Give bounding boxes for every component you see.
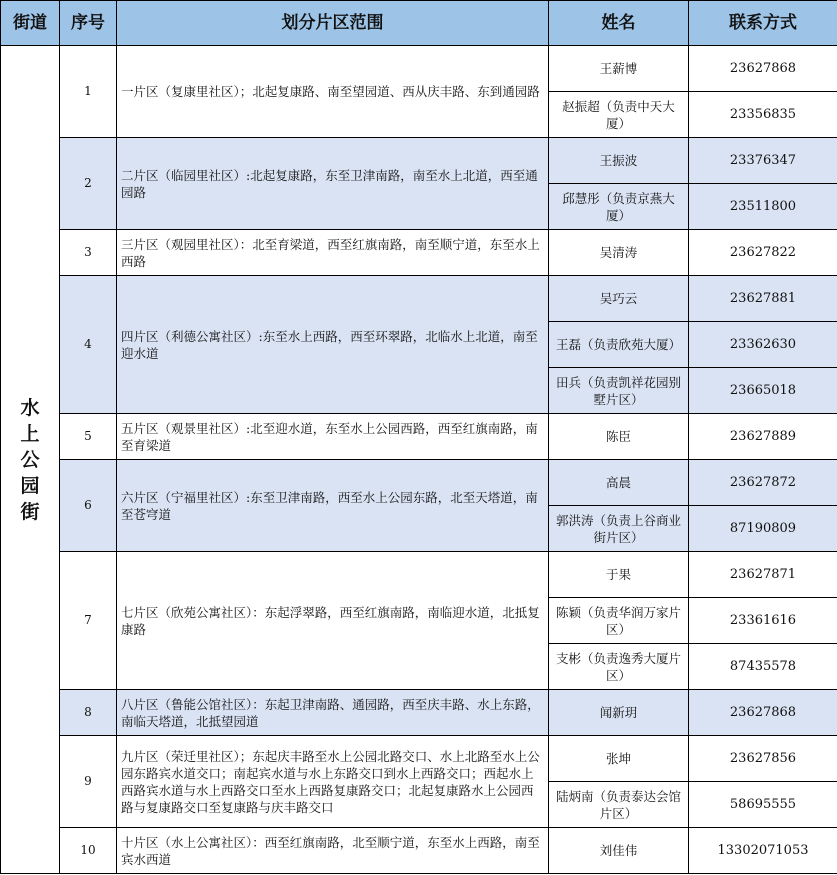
table-row <box>1 460 837 506</box>
district-number: 8 <box>60 690 117 736</box>
district-number: 4 <box>60 276 117 414</box>
contact-name: 王磊（负责欣苑大厦） <box>549 322 689 368</box>
contact-name: 郭洪涛（负责上谷商业街片区） <box>549 506 689 552</box>
district-number: 6 <box>60 460 117 552</box>
header-name: 姓名 <box>549 1 689 46</box>
contact-phone: 23511800 <box>689 184 837 230</box>
contact-phone: 23627881 <box>689 276 837 322</box>
contact-name: 陈臣 <box>549 414 689 460</box>
contact-phone: 23627822 <box>689 230 837 276</box>
street-name: 水上公园街 <box>20 396 40 523</box>
district-number: 2 <box>60 138 117 230</box>
table-row <box>1 736 837 782</box>
district-range: 二片区（临园里社区）:北起复康路，东至卫津南路，南至水上北道，西至通园路 <box>117 138 549 230</box>
contact-phone: 23627872 <box>689 460 837 506</box>
contact-phone: 23627889 <box>689 414 837 460</box>
table-row <box>1 690 837 736</box>
district-range: 七片区（欣苑公寓社区）：东起浮翠路，西至红旗南路，南临迎水道，北抵复康路 <box>117 552 549 690</box>
district-range: 六片区（宁福里社区）:东至卫津南路，西至水上公园东路，北至天塔道，南至苍穹道 <box>117 460 549 552</box>
header-contact: 联系方式 <box>689 1 837 46</box>
header-number: 序号 <box>60 1 117 46</box>
contact-phone: 87435578 <box>689 644 837 690</box>
contact-phone: 23362630 <box>689 322 837 368</box>
table-row <box>1 828 837 874</box>
district-range: 一片区（复康里社区）；北起复康路、南至望园道、西从庆丰路、东到通园路 <box>117 46 549 138</box>
contact-phone: 23627856 <box>689 736 837 782</box>
district-range: 八片区（鲁能公馆社区）：东起卫津南路、通园路，西至庆丰路、水上东路，南临天塔道，北抵望园道 <box>117 690 549 736</box>
district-number: 5 <box>60 414 117 460</box>
table-row <box>1 276 837 322</box>
header-street: 街道 <box>1 1 60 46</box>
contact-phone: 23627871 <box>689 552 837 598</box>
contact-phone: 23627868 <box>689 690 837 736</box>
district-range: 五片区（观景里社区）:北至迎水道，东至水上公园西路，西至红旗南路，南至育梁道 <box>117 414 549 460</box>
header-range: 划分片区范围 <box>117 1 549 46</box>
contact-name: 于果 <box>549 552 689 598</box>
table-row <box>1 230 837 276</box>
district-number: 10 <box>60 828 117 874</box>
contact-phone: 23376347 <box>689 138 837 184</box>
contact-name: 高晨 <box>549 460 689 506</box>
table-row <box>1 138 837 184</box>
district-range: 九片区（荣迁里社区）；东起庆丰路至水上公园北路交口、水上北路至水上公园东路宾水道交口；南起宾水道与水上东路交口到水上西路交口；西起水上西路宾水道与水上西路交口至水上西路复康路交口；北起复康路水上公园西路与复康路交口至复康路与庆丰路交口 <box>117 736 549 828</box>
contact-name: 闻新玥 <box>549 690 689 736</box>
district-range: 三片区（观园里社区）：北至育梁道，西至红旗南路，南至顺宁道，东至水上西路 <box>117 230 549 276</box>
contact-name: 张坤 <box>549 736 689 782</box>
contact-name: 陈颖（负责华润万家片区） <box>549 598 689 644</box>
table-body <box>1 46 837 874</box>
contact-name: 吴清涛 <box>549 230 689 276</box>
table-row <box>1 552 837 598</box>
table-header <box>1 1 837 46</box>
contact-name: 刘佳伟 <box>549 828 689 874</box>
contact-phone: 23665018 <box>689 368 837 414</box>
district-range: 十片区（水上公寓社区）：西至红旗南路，北至顺宁道，东至水上西路，南至宾水西道 <box>117 828 549 874</box>
district-number: 1 <box>60 46 117 138</box>
district-number: 9 <box>60 736 117 828</box>
header-row <box>1 1 837 46</box>
contact-name: 王振波 <box>549 138 689 184</box>
district-number: 7 <box>60 552 117 690</box>
contact-name: 赵振超（负责中天大厦） <box>549 92 689 138</box>
contact-name: 陆炳南（负责泰达会馆片区） <box>549 782 689 828</box>
street-name-cell <box>1 46 60 874</box>
contact-phone: 23627868 <box>689 46 837 92</box>
contact-phone: 58695555 <box>689 782 837 828</box>
contact-name: 吴巧云 <box>549 276 689 322</box>
contact-name: 支彬（负责逸秀大厦片区） <box>549 644 689 690</box>
district-number: 3 <box>60 230 117 276</box>
contact-phone: 23361616 <box>689 598 837 644</box>
contact-phone: 13302071053 <box>689 828 837 874</box>
district-range: 四片区（利德公寓社区）:东至水上西路，西至环翠路，北临水上北道，南至迎水道 <box>117 276 549 414</box>
contact-phone: 23356835 <box>689 92 837 138</box>
contact-name: 王薪博 <box>549 46 689 92</box>
contact-phone: 87190809 <box>689 506 837 552</box>
table-row <box>1 414 837 460</box>
contact-name: 田兵（负责凯祥花园别墅片区） <box>549 368 689 414</box>
table-row <box>1 46 837 92</box>
contact-name: 邱慧彤（负责京燕大厦） <box>549 184 689 230</box>
